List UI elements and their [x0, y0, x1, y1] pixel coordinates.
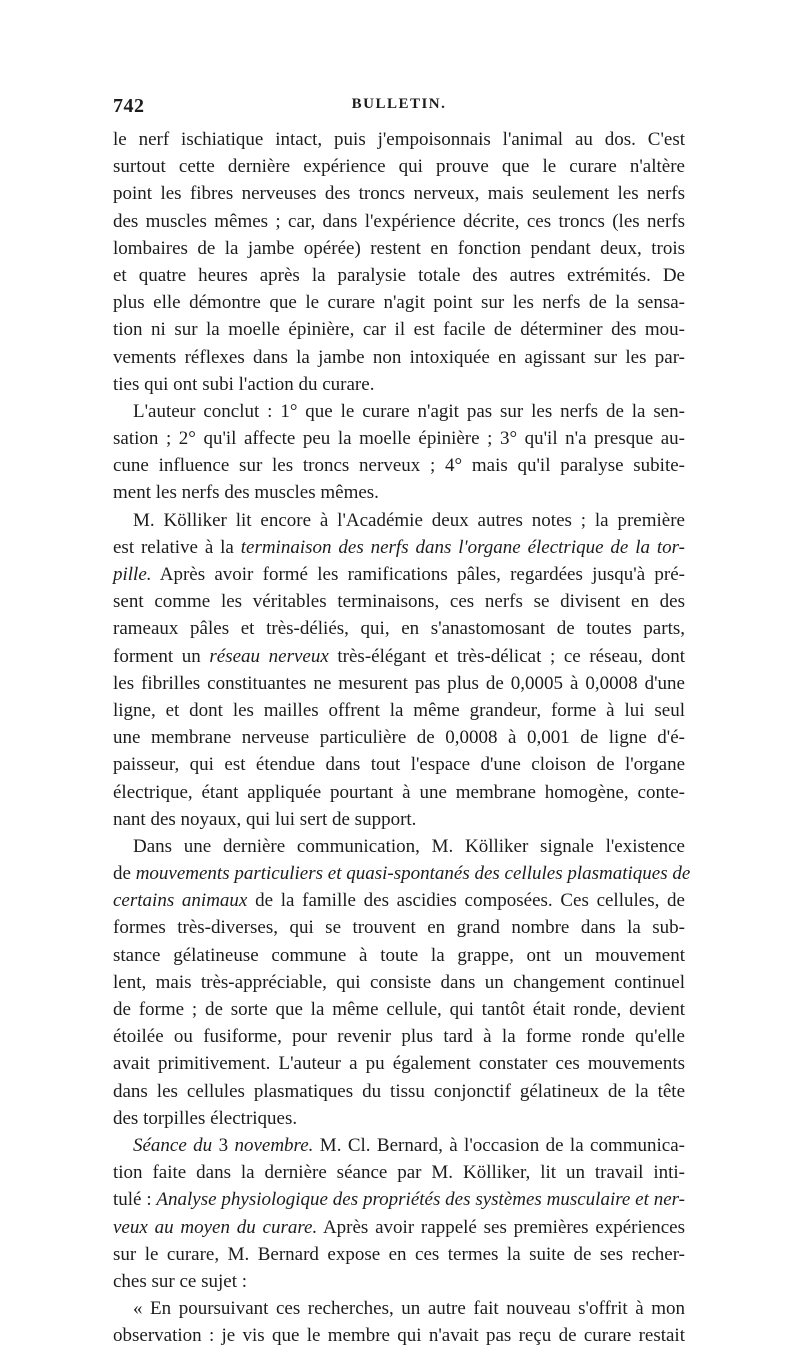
- text-line: rameaux pâles et très-déliés, qui, en s'anastomosant de toutes parts,: [113, 618, 685, 640]
- text-line: et quatre heures après la paralysie totale des autres extrémités. De: [113, 264, 685, 286]
- text-line: des torpilles électriques.: [113, 1107, 298, 1129]
- text-line: Séance du 3 novembre. M. Cl. Bernard, à l'occasion de la communica-: [133, 1134, 685, 1156]
- text-line: une membrane nerveuse particulière de 0,0008 à 0,001 de ligne d'é-: [113, 727, 685, 749]
- text-line: point les fibres nerveuses des troncs nerveux, mais seulement les nerfs: [113, 183, 685, 205]
- page-number: 742: [113, 95, 145, 117]
- running-title: BULLETIN.: [351, 96, 447, 112]
- text-line: sur le curare, M. Bernard expose en ces termes la suite de ses recher-: [113, 1243, 685, 1265]
- page-header: [113, 95, 685, 119]
- text-line: électrique, étant appliquée pourtant à une membrane homogène, conte-: [113, 781, 685, 803]
- text-line: avait primitivement. L'auteur a pu également constater ces mouvements: [113, 1053, 685, 1075]
- text-line: tulé : Analyse physiologique des propriétés des systèmes musculaire et ner-: [113, 1189, 685, 1211]
- text-line: de forme ; de sorte que la même cellule, qui tantôt était ronde, devient: [113, 999, 685, 1020]
- text-line: pille. Après avoir formé les ramifications pâles, regardées jusqu'à pré-: [113, 564, 685, 585]
- text-line: stance gélatineuse commune à toute la grappe, ont un mouvement: [113, 944, 685, 966]
- text-line: veux au moyen du curare. Après avoir rappelé ses premières expériences: [113, 1216, 685, 1238]
- text-line: paisseur, qui est étendue dans tout l'espace d'une cloison de l'organe: [113, 754, 685, 776]
- text-line: sent comme les véritables terminaisons, ces nerfs se divisent en des: [113, 591, 685, 613]
- text-line: ches sur ce sujet :: [113, 1270, 248, 1292]
- text-line: lombaires de la jambe opérée) restent en fonction pendant deux, trois: [113, 237, 685, 259]
- text-line: cune influence sur les troncs nerveux ; 4° mais qu'il paralyse subite-: [113, 455, 685, 477]
- text-line: nant des noyaux, qui lui sert de support.: [113, 808, 417, 830]
- text-line: Dans une dernière communication, M. Kölliker signale l'existence: [133, 835, 685, 857]
- text-line: de mouvements particuliers et quasi-spontanés des cellules plasmatiques de: [113, 863, 691, 885]
- text-line: « En poursuivant ces recherches, un autre fait nouveau s'offrit à mon: [133, 1298, 685, 1320]
- text-line: certains animaux de la famille des ascidies composées. Ces cellules, de: [113, 890, 685, 912]
- text-line: vements réflexes dans la jambe non intoxiquée en agissant sur les par-: [113, 346, 685, 368]
- text-line: M. Kölliker lit encore à l'Académie deux autres notes ; la première: [133, 509, 685, 531]
- text-line: surtout cette dernière expérience qui prouve que le curare n'altère: [113, 156, 685, 178]
- text-line: lent, mais très-appréciable, qui consiste dans un changement continuel: [113, 971, 685, 993]
- text-line: dans les cellules plasmatiques du tissu conjonctif gélatineux de la tête: [113, 1080, 685, 1102]
- text-line: ties qui ont subi l'action du curare.: [113, 373, 375, 395]
- text-line: formes très-diverses, qui se trouvent en grand nombre dans la sub-: [113, 917, 685, 939]
- text-line: ment les nerfs des muscles mêmes.: [113, 482, 379, 504]
- text-line: le nerf ischiatique intact, puis j'empoisonnais l'animal au dos. C'est: [113, 129, 685, 150]
- text-line: L'auteur conclut : 1° que le curare n'agit pas sur les nerfs de la sen-: [133, 400, 685, 422]
- text-line: des muscles mêmes ; car, dans l'expérience décrite, ces troncs (les nerfs: [113, 210, 685, 232]
- text-line: étoilée ou fusiforme, pour revenir plus tard à la forme ronde qu'elle: [113, 1026, 685, 1048]
- text-line: plus elle démontre que le curare n'agit point sur les nerfs de la sensa-: [113, 292, 685, 314]
- text-line: observation : je vis que le membre qui n'avait pas reçu de curare restait: [113, 1325, 685, 1347]
- text-line: sation ; 2° qu'il affecte peu la moelle épinière ; 3° qu'il n'a presque au-: [113, 428, 685, 450]
- text-line: est relative à la terminaison des nerfs dans l'organe électrique de la tor-: [113, 536, 686, 558]
- text-line: tion ni sur la moelle épinière, car il est facile de déterminer des mou-: [113, 319, 685, 341]
- text-line: ligne, et dont les mailles offrent la même grandeur, forme à lui seul: [113, 699, 685, 721]
- body-text: [113, 126, 691, 1349]
- text-line: forment un réseau nerveux très-élégant et très-délicat ; ce réseau, dont: [113, 645, 685, 667]
- text-line: tion faite dans la dernière séance par M. Kölliker, lit un travail inti-: [113, 1162, 685, 1184]
- text-line: les fibrilles constituantes ne mesurent pas plus de 0,0005 à 0,0008 d'une: [113, 672, 685, 694]
